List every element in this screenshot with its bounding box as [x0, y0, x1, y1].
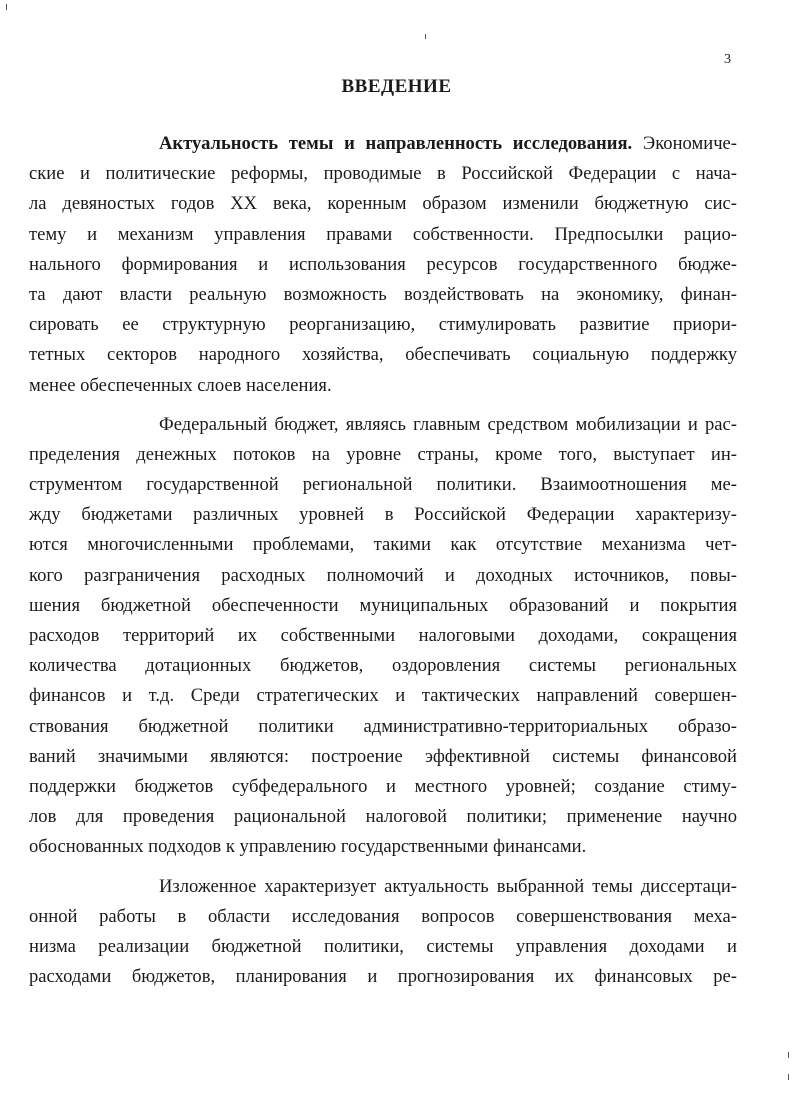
text-line: сировать ее структурную реорганизацию, стимулировать развитие приори-: [29, 314, 737, 336]
text-line: финансов и т.д. Среди стратегических и тактических направлений совершен-: [29, 685, 737, 707]
text-line: жду бюджетами различных уровней в Российской Федерации характеризу-: [29, 504, 737, 526]
text-line: Актуальность темы и направленность исследования. Экономиче-: [159, 133, 737, 154]
section-lead: Актуальность темы и направленность исследования.: [159, 133, 633, 154]
text-line: ваний значимыми являются: построение эффективной системы финансовой: [29, 745, 737, 767]
scan-mark-top-left: [6, 4, 7, 10]
text-line: нального формирования и использования ресурсов государственного бюдже-: [29, 253, 737, 275]
text-line: расходов территорий их собственными налоговыми доходами, сокращения: [29, 625, 737, 646]
text-line: поддержки бюджетов субфедерального и местного уровней; создание стиму-: [29, 775, 737, 797]
document-body: [29, 129, 737, 992]
text-line: шения бюджетной обеспеченности муниципальных образований и покрытия: [29, 594, 737, 616]
text-line: ствования бюджетной политики административно-территориальных образо-: [29, 715, 737, 737]
scan-mark-right-2: [788, 1074, 789, 1080]
text-line: расходами бюджетов, планирования и прогнозирования их финансовых ре-: [29, 966, 737, 988]
page-title: ВВЕДЕНИЕ: [341, 76, 452, 97]
text-line: обоснованных подходов к управлению государственными финансами.: [29, 836, 587, 858]
text-line: ские и политические реформы, проводимые в Российской Федерации с нача-: [29, 163, 737, 185]
text-line: низма реализации бюджетной политики, системы управления доходами и: [29, 935, 737, 957]
text-line: ла девяностых годов XX века, коренным образом изменили бюджетную сис-: [29, 193, 737, 215]
text-line: Федеральный бюджет, являясь главным средством мобилизации и рас-: [159, 413, 737, 435]
text-line: та дают власти реальную возможность воздействовать на экономику, финан-: [29, 283, 737, 305]
text-line: онной работы в области исследования вопросов совершенствования меха-: [29, 905, 737, 927]
text-line: лов для проведения рациональной налоговой политики; применение научно: [29, 806, 737, 828]
text-line: пределения денежных потоков на уровне страны, кроме того, выступает ин-: [29, 443, 737, 465]
text-line: тетных секторов народного хозяйства, обеспечивать социальную поддержку: [29, 344, 737, 366]
text-line: менее обеспеченных слоев населения.: [29, 374, 332, 396]
scan-mark-right-1: [788, 1052, 789, 1058]
text-line: количества дотационных бюджетов, оздоровления системы региональных: [29, 655, 737, 677]
text-line: ются многочисленными проблемами, такими как отсутствие механизма чет-: [29, 534, 737, 556]
text-line: кого разграничения расходных полномочий и доходных источников, повы-: [29, 564, 737, 586]
text-line: струментом государственной региональной политики. Взаимоотношения ме-: [29, 474, 737, 496]
page-number: 3: [724, 52, 731, 67]
scan-mark-top-center: [425, 34, 426, 39]
text-line: тему и механизм управления правами собственности. Предпосылки рацио-: [29, 223, 737, 245]
text-line: Изложенное характеризует актуальность выбранной темы диссертаци-: [159, 875, 737, 897]
